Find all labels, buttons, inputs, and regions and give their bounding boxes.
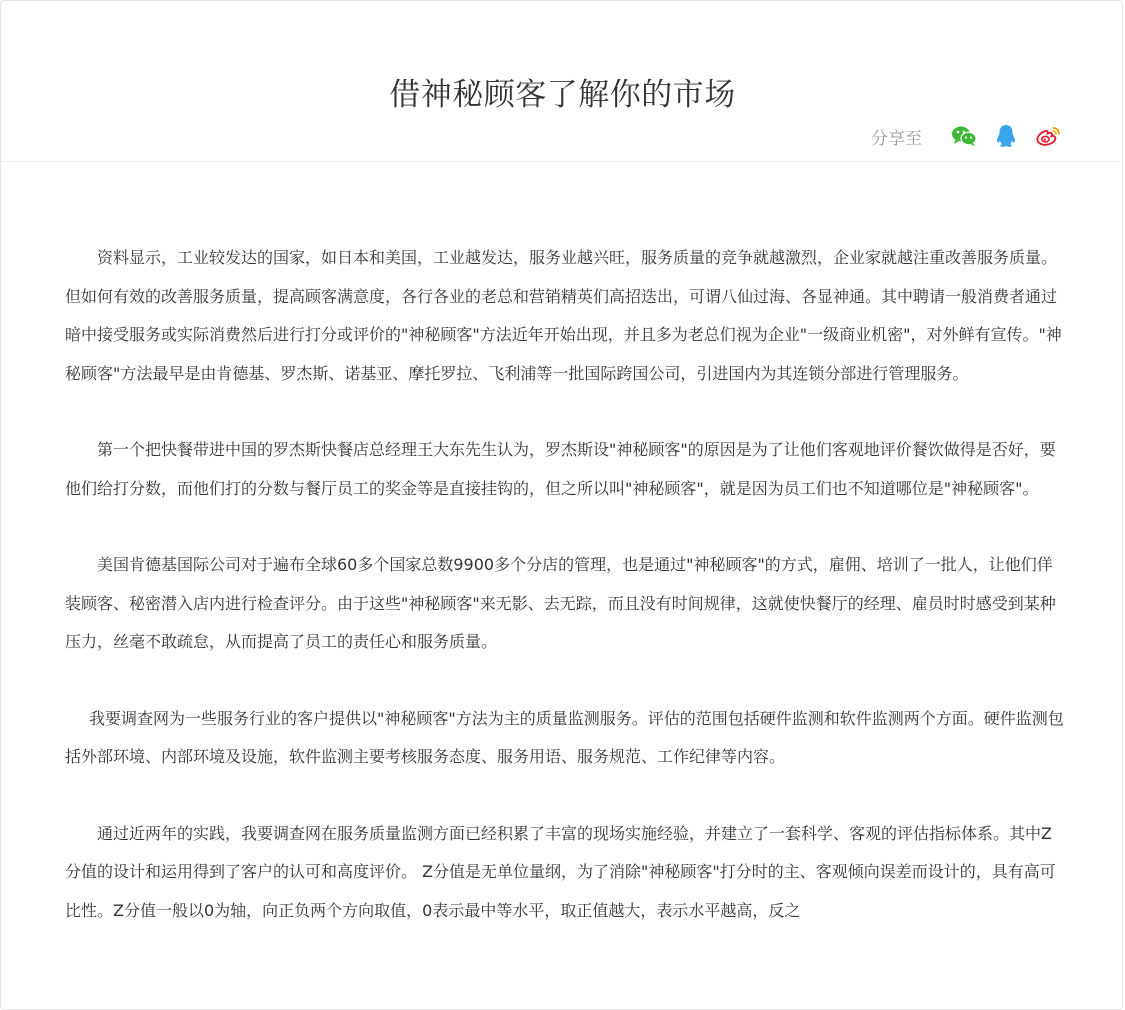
article-body [65, 239, 1065, 968]
weibo-icon[interactable] [1034, 122, 1062, 150]
share-bar [871, 121, 1062, 151]
article-paragraph: 通过近两年的实践，我要调查网在服务质量监测方面已经积累了丰富的现场实施经验，并建立了一套科学、客观的评估指标体系。其中Z分值的设计和运用得到了客户的认可和高度评价。 Z分值是无单位量纲，为了消除"神秘顾客"打分时的主、客观倾向误差而设计的，具有高可比性。Z分值一般以0为轴，向正负两个方向取值，0表示最中等水平，取正值越大，表示水平越高，反之 [65, 823, 1056, 920]
article-paragraph: 资料显示，工业较发达的国家，如日本和美国，工业越发达，服务业越兴旺，服务质量的竞争就越激烈，企业家就越注重改善服务质量。但如何有效的改善服务质量，提高顾客满意度，各行各业的老总和营销精英们高招迭出，可谓八仙过海、各显神通。其中聘请一般消费者通过暗中接受服务或实际消费然后进行打分或评价的"神秘顾客"方法近年开始出现，并且多为老总们视为企业"一级商业机密"，对外鲜有宣传。"神秘顾客"方法最早是由肯德基、罗杰斯、诺基亚、摩托罗拉、飞利浦等一批国际跨国公司，引进国内为其连锁分部进行管理服务。 [65, 248, 1062, 383]
article-title: 借神秘顾客了解你的市场 [389, 76, 736, 113]
qq-icon[interactable] [992, 122, 1020, 150]
share-label: 分享至 [871, 128, 922, 149]
article-header [1, 1, 1124, 162]
article-paragraph: 第一个把快餐带进中国的罗杰斯快餐店总经理王大东先生认为，罗杰斯设"神秘顾客"的原因是为了让他们客观地评价餐饮做得是否好，要他们给打分数，而他们打的分数与餐厅员工的奖金等是直接挂钩的，但之所以叫"神秘顾客"，就是因为员工们也不知道哪位是"神秘顾客"。 [65, 440, 1056, 498]
article-paragraph: 我要调查网为一些服务行业的客户提供以"神秘顾客"方法为主的质量监测服务。评估的范围包括硬件监测和软件监测两个方面。硬件监测包括外部环境、内部环境及设施，软件监测主要考核服务态度、服务用语、服务规范、工作纪律等内容。 [65, 708, 1064, 766]
wechat-icon[interactable] [950, 122, 978, 150]
article-paragraph: 美国肯德基国际公司对于遍布全球60多个国家总数9900多个分店的管理，也是通过"神秘顾客"的方式，雇佣、培训了一批人，让他们佯装顾客、秘密潜入店内进行检查评分。由于这些"神秘顾客"来无影、去无踪，而且没有时间规律，这就使快餐厅的经理、雇员时时感受到某种压力，丝毫不敢疏怠，从而提高了员工的责任心和服务质量。 [65, 555, 1056, 651]
